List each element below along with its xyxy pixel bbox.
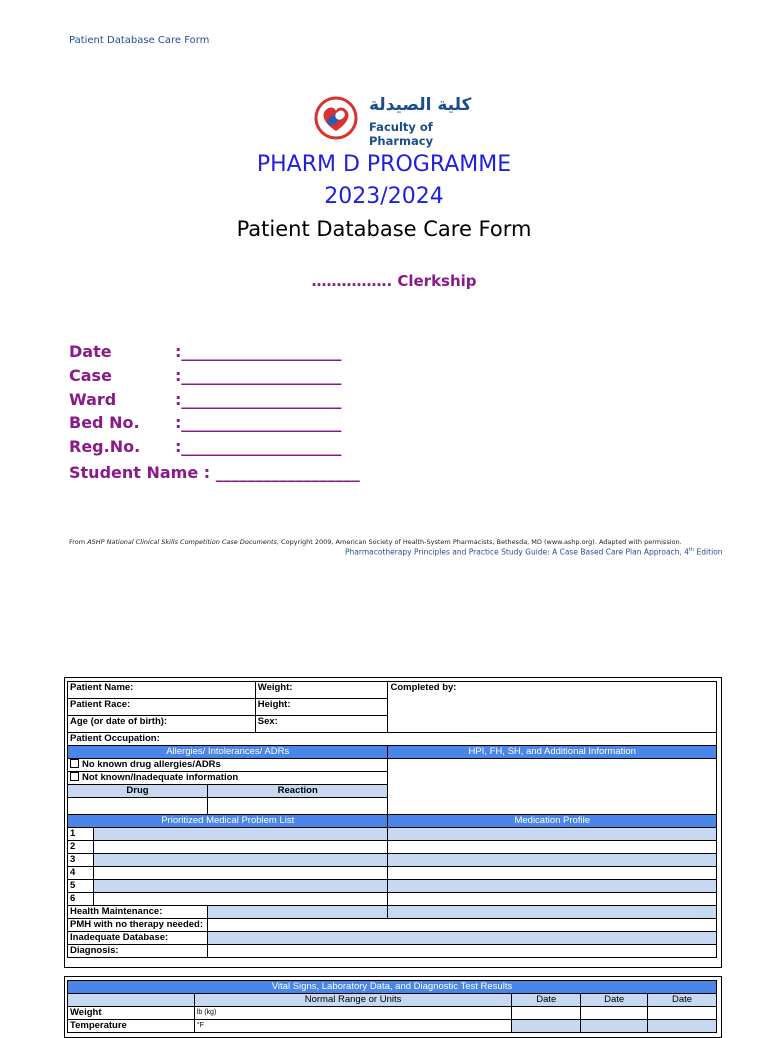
normal-range-header: Normal Range or Units xyxy=(194,994,511,1007)
vital-value-cell[interactable] xyxy=(648,1020,717,1033)
field-label: Case xyxy=(69,366,112,385)
student-name-blank: __________________ xyxy=(215,463,360,482)
field-label: Date xyxy=(69,342,112,361)
medication-cell[interactable] xyxy=(388,841,717,854)
health-maintenance-cell[interactable] xyxy=(207,906,388,919)
problem-number: 6 xyxy=(68,893,94,906)
credit-italic: ASHP National Clinical Skills Competition Case Documents xyxy=(87,538,277,546)
form-title: Patient Database Care Form xyxy=(236,217,532,241)
study-guide-credit xyxy=(345,547,723,557)
diagnosis-cell[interactable] xyxy=(207,945,716,958)
patient-database-table xyxy=(67,681,717,958)
medication-cell[interactable] xyxy=(388,854,717,867)
field-label: Ward xyxy=(69,390,117,409)
field-date[interactable] xyxy=(69,342,341,361)
not-known-label: Not known/Inadequate information xyxy=(82,772,239,783)
problem-number: 5 xyxy=(68,880,94,893)
hpi-header: HPI, FH, SH, and Additional Information xyxy=(388,746,717,759)
field-reg-no[interactable] xyxy=(69,437,341,456)
credit-guide: Pharmacotherapy Principles and Practice Study Guide: A Case Based Care Plan Approach, 4 xyxy=(345,547,690,557)
pharmacy-heart-icon xyxy=(312,95,364,141)
student-name-field[interactable] xyxy=(69,463,360,482)
problem-cell[interactable] xyxy=(93,841,387,854)
problem-cell[interactable] xyxy=(93,828,387,841)
faculty-logo xyxy=(312,95,482,148)
hpi-cell[interactable] xyxy=(388,759,717,815)
reaction-header: Reaction xyxy=(207,785,388,798)
source-credit xyxy=(69,538,682,546)
vital-label: Weight xyxy=(68,1007,195,1020)
problem-cell[interactable] xyxy=(93,867,387,880)
medication-cell[interactable] xyxy=(388,828,717,841)
weight-cell[interactable]: Weight: xyxy=(255,682,388,699)
date-col-header: Date xyxy=(512,994,581,1007)
checkbox-icon[interactable] xyxy=(70,759,79,768)
medication-profile-header: Medication Profile xyxy=(388,815,717,828)
problem-number: 3 xyxy=(68,854,94,867)
field-label: Reg.No. xyxy=(69,437,141,456)
credit-edition: Edition xyxy=(694,547,723,557)
vital-value-cell[interactable] xyxy=(581,1007,648,1020)
problem-cell[interactable] xyxy=(93,893,387,906)
credit-sup: th xyxy=(689,547,695,553)
patient-name-cell[interactable]: Patient Name: xyxy=(68,682,256,699)
date-col-header: Date xyxy=(581,994,648,1007)
vital-value-cell[interactable] xyxy=(512,1020,581,1033)
health-maintenance-label: Health Maintenance: xyxy=(68,906,208,919)
problem-number: 4 xyxy=(68,867,94,880)
vitals-header: Vital Signs, Laboratory Data, and Diagnostic Test Results xyxy=(68,981,717,994)
vital-unit: lb (kg) xyxy=(194,1007,511,1020)
no-known-label: No known drug allergies/ADRs xyxy=(82,759,221,770)
field-bed-no[interactable] xyxy=(69,413,341,432)
problem-number: 2 xyxy=(68,841,94,854)
field-case[interactable] xyxy=(69,366,341,385)
programme-year: 2023/2024 xyxy=(324,184,444,209)
reaction-cell[interactable] xyxy=(207,798,388,815)
checkbox-icon[interactable] xyxy=(70,772,79,781)
allergies-header: Allergies/ Intolerances/ ADRs xyxy=(68,746,388,759)
height-cell[interactable]: Height: xyxy=(255,699,388,716)
vital-label: Temperature xyxy=(68,1020,195,1033)
vital-value-cell[interactable] xyxy=(648,1007,717,1020)
completed-by-cell[interactable]: Completed by: xyxy=(388,682,717,733)
medication-cell[interactable] xyxy=(388,867,717,880)
vitals-label-header xyxy=(68,994,195,1007)
problem-cell[interactable] xyxy=(93,880,387,893)
medication-cell[interactable] xyxy=(388,906,717,919)
vital-value-cell[interactable] xyxy=(512,1007,581,1020)
sex-cell[interactable]: Sex: xyxy=(255,716,388,733)
clerkship-label: ……………. Clerkship xyxy=(311,272,477,290)
field-blank: :____________________ xyxy=(175,390,342,409)
patient-race-cell[interactable]: Patient Race: xyxy=(68,699,256,716)
occupation-cell[interactable]: Patient Occupation: xyxy=(68,733,717,746)
inadequate-cell[interactable] xyxy=(207,932,716,945)
field-label: Bed No. xyxy=(69,413,140,432)
logo-arabic-text: كلية الصيدلة xyxy=(369,95,472,115)
inadequate-label: Inadequate Database: xyxy=(68,932,208,945)
no-known-allergies-option[interactable] xyxy=(68,759,388,772)
field-ward[interactable] xyxy=(69,390,341,409)
credit-rest: , Copyright 2009, American Society of Health-System Pharmacists, Bethesda, MD (www.ashp.org). Adapted with permission. xyxy=(276,538,682,546)
field-blank: :____________________ xyxy=(175,413,342,432)
problem-list-header: Prioritized Medical Problem List xyxy=(68,815,388,828)
programme-title: PHARM D PROGRAMME xyxy=(256,152,512,177)
medication-cell[interactable] xyxy=(388,880,717,893)
field-blank: :____________________ xyxy=(175,366,342,385)
problem-cell[interactable] xyxy=(93,854,387,867)
vital-unit: °F xyxy=(194,1020,511,1033)
credit-prefix: From xyxy=(69,538,88,546)
student-name-label: Student Name : xyxy=(69,463,216,482)
date-col-header: Date xyxy=(648,994,717,1007)
drug-header: Drug xyxy=(68,785,208,798)
vitals-table xyxy=(67,980,717,1033)
diagnosis-label: Diagnosis: xyxy=(68,945,208,958)
field-blank: :____________________ xyxy=(175,342,342,361)
problem-number: 1 xyxy=(68,828,94,841)
vital-value-cell[interactable] xyxy=(581,1020,648,1033)
age-cell[interactable]: Age (or date of birth): xyxy=(68,716,256,733)
field-blank: :____________________ xyxy=(175,437,342,456)
pmh-label: PMH with no therapy needed: xyxy=(68,919,208,932)
running-header: Patient Database Care Form xyxy=(69,35,210,46)
drug-cell[interactable] xyxy=(68,798,208,815)
pmh-cell[interactable] xyxy=(207,919,716,932)
not-known-option[interactable] xyxy=(68,772,388,785)
logo-english-text: Faculty of Pharmacy xyxy=(369,120,434,148)
medication-cell[interactable] xyxy=(388,893,717,906)
